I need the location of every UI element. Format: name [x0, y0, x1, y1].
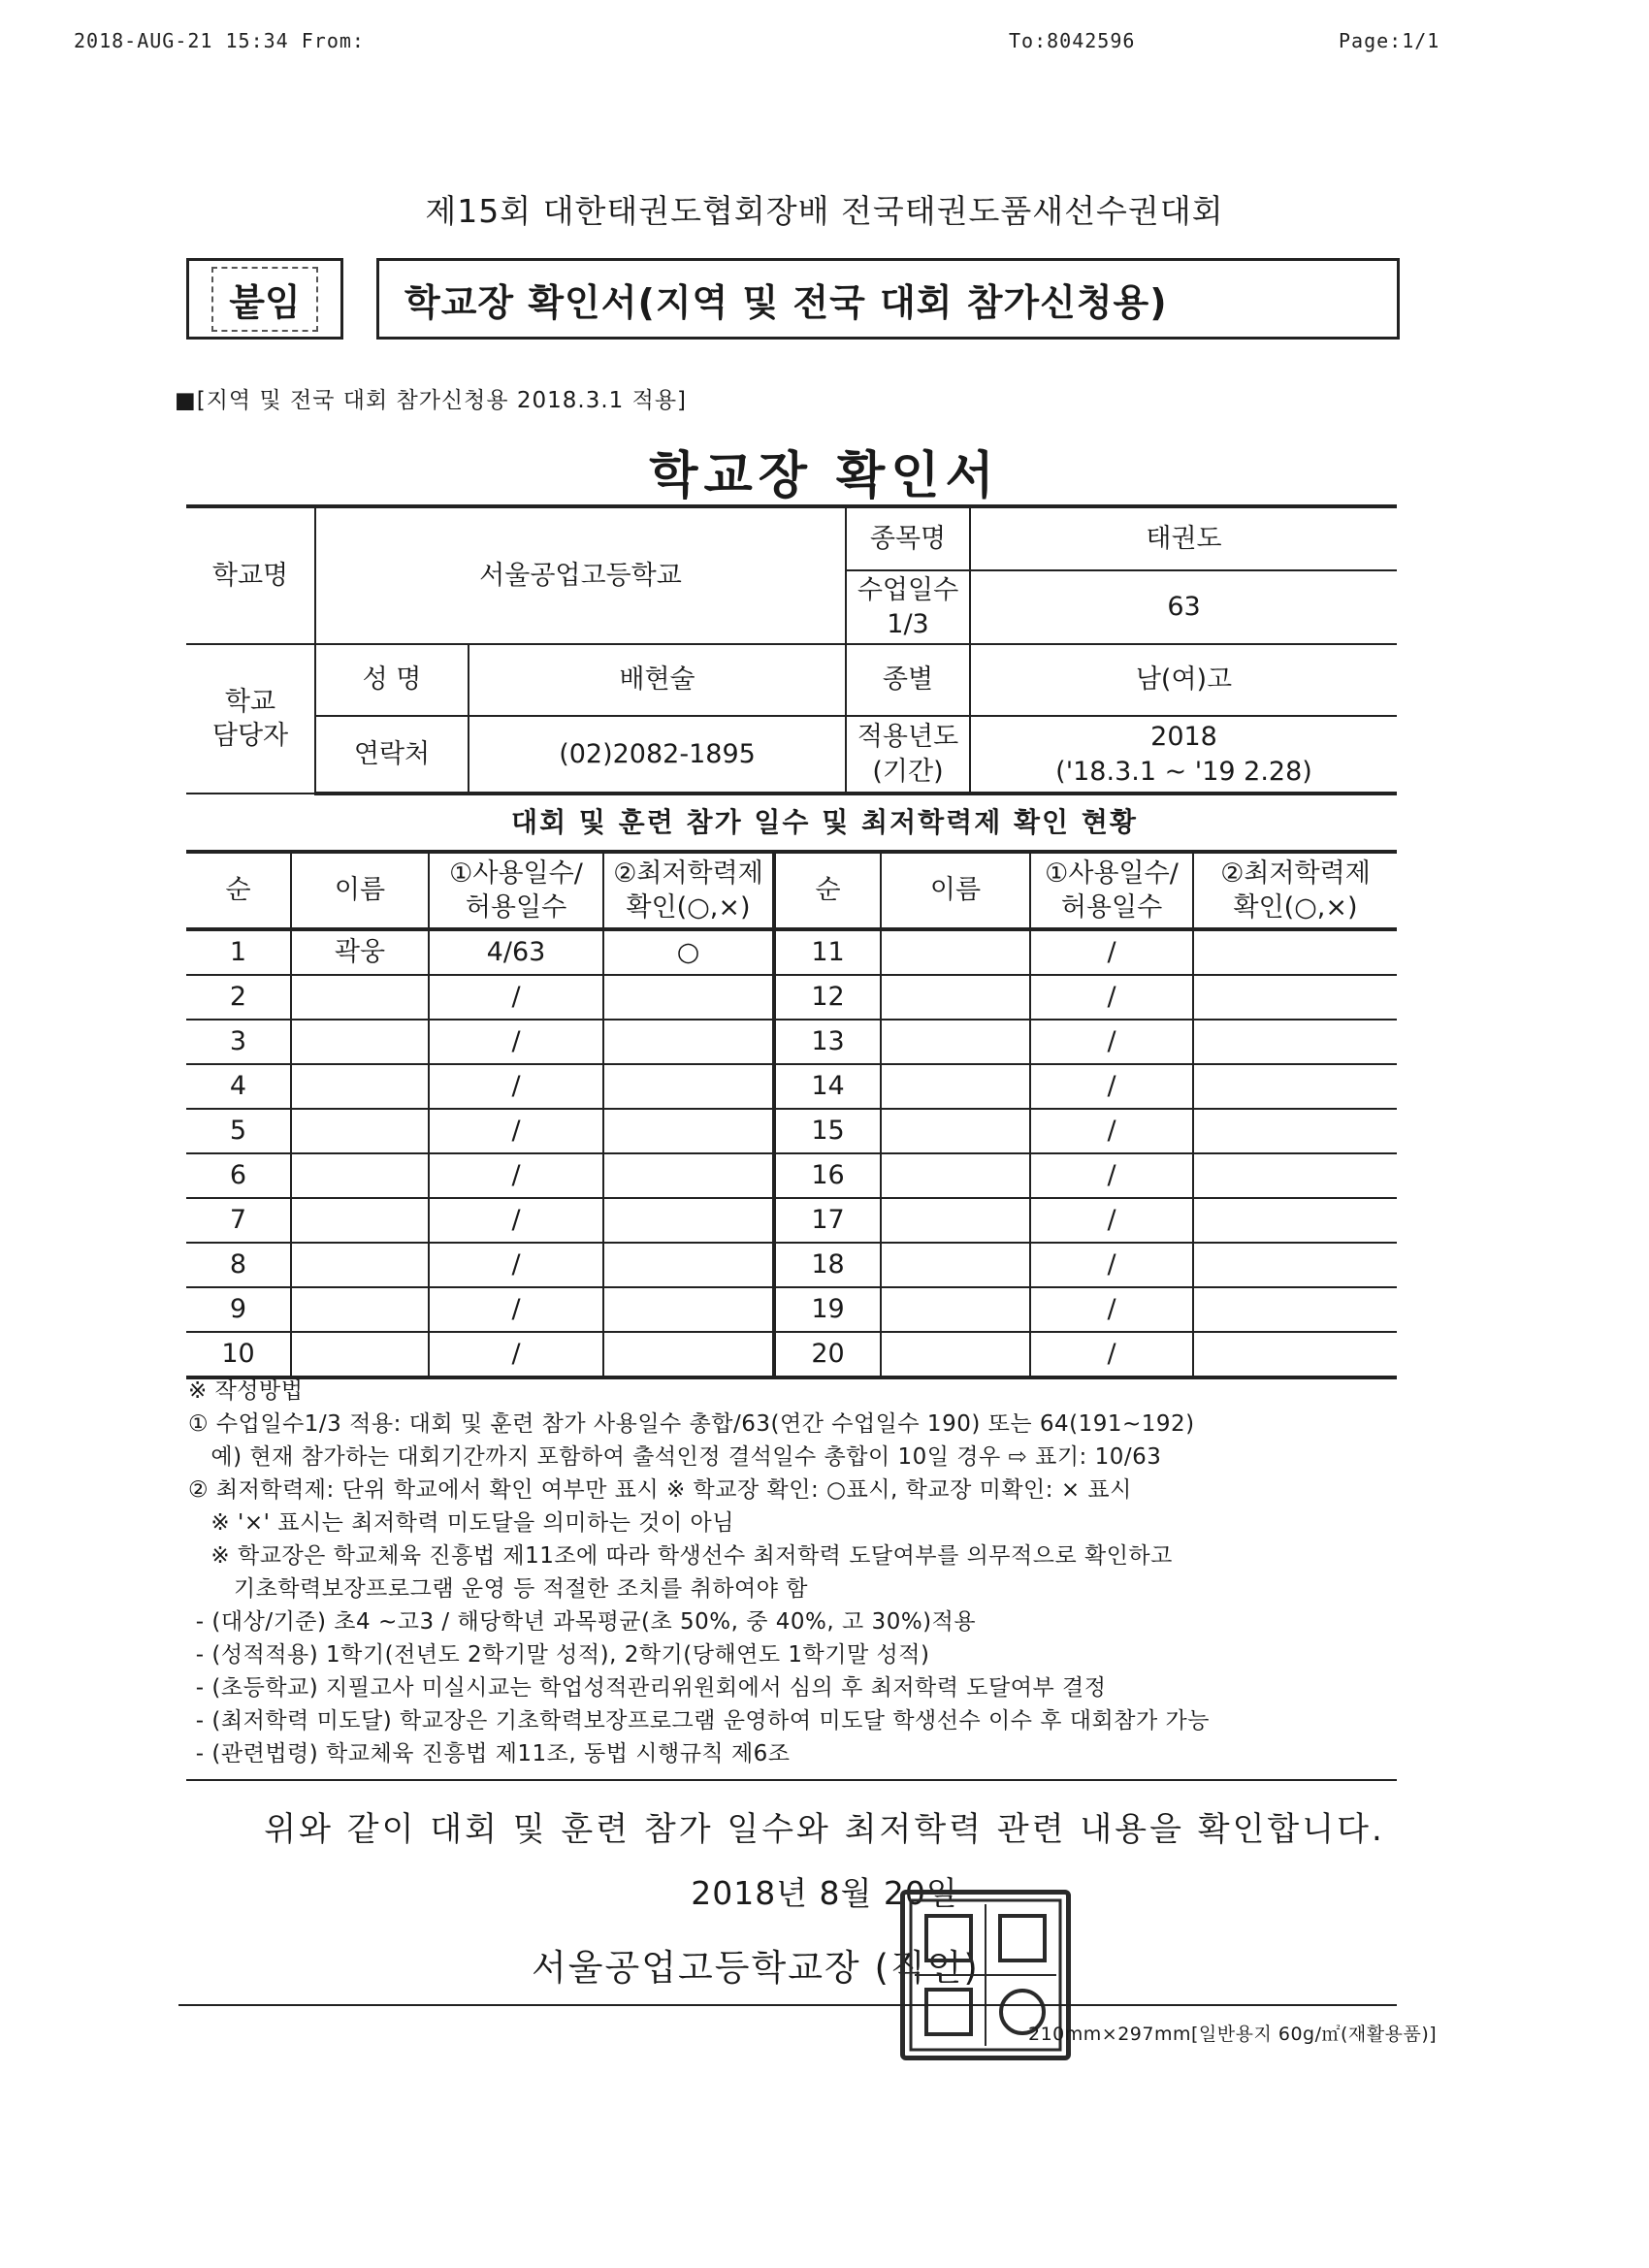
attachment-tag — [186, 258, 343, 340]
table-row — [186, 929, 1397, 975]
row-number: 5 — [186, 1109, 291, 1153]
table-row — [186, 1153, 1397, 1198]
row-athlete-name — [881, 1198, 1030, 1243]
paper-spec: 210mm×297mm[일반용지 60g/㎡(재활용품)] — [1028, 2024, 1438, 2045]
school-name-label: 학교명 — [186, 506, 315, 644]
row-academic-check — [1193, 1332, 1397, 1377]
row-days-used: / — [1030, 1064, 1193, 1109]
table-row — [186, 1287, 1397, 1332]
row-days-used: 4/63 — [429, 929, 603, 975]
row-number: 4 — [186, 1064, 291, 1109]
event-value: 태권도 — [970, 506, 1397, 570]
header-name: 이름 — [881, 852, 1030, 929]
row-academic-check — [603, 1064, 774, 1109]
school-info-table — [186, 504, 1397, 795]
applicable-year-label: 적용년도 (기간) — [846, 716, 970, 794]
school-name-value: 서울공업고등학교 — [315, 506, 846, 644]
note-line: - (대상/기준) 초4 ~고3 / 해당학년 과목평균(초 50%, 중 40%, 고 30%)적용 — [188, 1609, 977, 1635]
table-row — [186, 1109, 1397, 1153]
row-number: 18 — [774, 1243, 881, 1287]
row-athlete-name — [291, 1020, 429, 1064]
note-line: - (관련법령) 학교체육 진흥법 제11조, 동법 시행규칙 제6조 — [188, 1741, 791, 1766]
table-row — [186, 1198, 1397, 1243]
form-version-note: ■[지역 및 전국 대회 참가신청용 2018.3.1 적용] — [175, 388, 688, 413]
fax-sent-stamp: 2018-AUG-21 15:34 From: — [74, 29, 365, 52]
row-number: 11 — [774, 929, 881, 975]
row-athlete-name — [291, 1332, 429, 1377]
row-academic-check — [603, 975, 774, 1020]
row-academic-check — [603, 1287, 774, 1332]
row-number: 10 — [186, 1332, 291, 1377]
division-value: 남(여)고 — [970, 644, 1397, 716]
row-days-used: / — [1030, 1287, 1193, 1332]
principal-signature-line: 서울공업고등학교장 (직인) — [532, 1947, 980, 1989]
row-number: 1 — [186, 929, 291, 975]
note-line: 기초학력보장프로그램 운영 등 적절한 조치를 취하여야 함 — [188, 1576, 808, 1602]
note-line: ② 최저학력제: 단위 학교에서 확인 여부만 표시 ※ 학교장 확인: ○표시, 학교장 미확인: × 표시 — [188, 1477, 1132, 1503]
header-days: ①사용일수/ 허용일수 — [429, 852, 603, 929]
note-line: ※ '×' 표시는 최저학력 미도달을 의미하는 것이 아님 — [188, 1510, 734, 1536]
row-academic-check — [603, 1332, 774, 1377]
row-athlete-name — [291, 975, 429, 1020]
row-number: 7 — [186, 1198, 291, 1243]
row-number: 3 — [186, 1020, 291, 1064]
row-number: 6 — [186, 1153, 291, 1198]
row-number: 16 — [774, 1153, 881, 1198]
row-days-used: / — [429, 1198, 603, 1243]
row-athlete-name — [881, 1287, 1030, 1332]
row-number: 9 — [186, 1287, 291, 1332]
header-academic: ②최저학력제 확인(○,×) — [603, 852, 774, 929]
row-days-used: / — [429, 1153, 603, 1198]
row-academic-check — [1193, 975, 1397, 1020]
notes-divider — [186, 1779, 1397, 1781]
footer-divider — [178, 2004, 1397, 2006]
row-days-used: / — [429, 1064, 603, 1109]
row-academic-check — [603, 1198, 774, 1243]
row-number: 20 — [774, 1332, 881, 1377]
participation-table — [186, 850, 1397, 1379]
row-number: 17 — [774, 1198, 881, 1243]
row-days-used: / — [429, 975, 603, 1020]
issue-date: 2018년 8월 20일 — [691, 1874, 958, 1912]
row-athlete-name — [291, 1064, 429, 1109]
contact-label: 연락처 — [315, 716, 469, 794]
row-days-used: / — [1030, 1020, 1193, 1064]
confirmation-statement: 위와 같이 대회 및 훈련 참가 일수와 최저학력 관련 내용을 확인합니다. — [264, 1810, 1385, 1849]
header-no: 순 — [186, 852, 291, 929]
document-title: 학교장 확인서 — [649, 447, 1000, 505]
row-academic-check — [1193, 1153, 1397, 1198]
row-athlete-name — [881, 975, 1030, 1020]
manager-label: 학교 담당자 — [186, 644, 315, 794]
row-athlete-name — [881, 929, 1030, 975]
note-line: 예) 현재 참가하는 대회기간까지 포함하여 출석인정 결석일수 총합이 10일 경우 ⇨ 표기: 10/63 — [188, 1444, 1162, 1470]
row-number: 12 — [774, 975, 881, 1020]
manager-name-value: 배현술 — [469, 644, 846, 716]
row-days-used: / — [1030, 1332, 1193, 1377]
row-days-used: / — [429, 1332, 603, 1377]
row-academic-check: ○ — [603, 929, 774, 975]
row-academic-check — [1193, 1198, 1397, 1243]
row-athlete-name — [881, 1064, 1030, 1109]
participation-section-title: 대회 및 훈련 참가 일수 및 최저학력제 확인 현황 — [511, 806, 1138, 838]
row-academic-check — [1193, 1243, 1397, 1287]
header-academic: ②최저학력제 확인(○,×) — [1193, 852, 1397, 929]
row-number: 13 — [774, 1020, 881, 1064]
table-row — [186, 1064, 1397, 1109]
row-athlete-name — [291, 1109, 429, 1153]
row-athlete-name — [881, 1153, 1030, 1198]
row-academic-check — [1193, 1020, 1397, 1064]
row-number: 8 — [186, 1243, 291, 1287]
row-athlete-name — [881, 1243, 1030, 1287]
row-athlete-name — [291, 1243, 429, 1287]
row-number: 2 — [186, 975, 291, 1020]
row-days-used: / — [429, 1020, 603, 1064]
row-academic-check — [1193, 1287, 1397, 1332]
table-row — [186, 1020, 1397, 1064]
row-athlete-name — [291, 1153, 429, 1198]
form-banner-title: 학교장 확인서(지역 및 전국 대회 참가신청용) — [376, 258, 1400, 340]
row-number: 14 — [774, 1064, 881, 1109]
row-athlete-name: 곽웅 — [291, 929, 429, 975]
contest-title: 제15회 대한태권도협회장배 전국태권도품새선수권대회 — [425, 192, 1224, 230]
fax-recipient: To:8042596 — [1009, 29, 1136, 52]
row-number: 15 — [774, 1109, 881, 1153]
row-academic-check — [1193, 929, 1397, 975]
note-line: - (초등학교) 지필고사 미실시교는 학업성적관리위원회에서 심의 후 최저학력 도달여부 결정 — [188, 1675, 1107, 1701]
row-academic-check — [603, 1020, 774, 1064]
row-days-used: / — [1030, 929, 1193, 975]
row-academic-check — [1193, 1109, 1397, 1153]
header-no: 순 — [774, 852, 881, 929]
table-row — [186, 975, 1397, 1020]
note-line: - (최저학력 미도달) 학교장은 기초학력보장프로그램 운영하여 미도달 학생선수 이수 후 대회참가 가능 — [188, 1708, 1210, 1733]
row-days-used: / — [429, 1287, 603, 1332]
manager-name-label: 성 명 — [315, 644, 469, 716]
applicable-year-value: 2018 ('18.3.1 ~ '19 2.28) — [970, 716, 1397, 794]
row-athlete-name — [881, 1332, 1030, 1377]
row-days-used: / — [429, 1243, 603, 1287]
row-number: 19 — [774, 1287, 881, 1332]
note-line: ※ 작성방법 — [188, 1378, 304, 1404]
school-days-label: 수업일수 1/3 — [846, 570, 970, 644]
note-line: ※ 학교장은 학교체육 진흥법 제11조에 따라 학생선수 최저학력 도달여부를 의무적으로 확인하고 — [188, 1543, 1173, 1569]
row-athlete-name — [881, 1109, 1030, 1153]
instructions-notes — [188, 1375, 1410, 1770]
row-days-used: / — [429, 1109, 603, 1153]
row-days-used: / — [1030, 1198, 1193, 1243]
row-days-used: / — [1030, 975, 1193, 1020]
school-days-value: 63 — [970, 570, 1397, 644]
row-academic-check — [603, 1109, 774, 1153]
row-academic-check — [603, 1153, 774, 1198]
contact-value: (02)2082-1895 — [469, 716, 846, 794]
fax-page-count: Page:1/1 — [1339, 29, 1440, 52]
event-label: 종목명 — [846, 506, 970, 570]
row-days-used: / — [1030, 1109, 1193, 1153]
row-athlete-name — [291, 1198, 429, 1243]
row-days-used: / — [1030, 1153, 1193, 1198]
table-row — [186, 1332, 1397, 1377]
header-name: 이름 — [291, 852, 429, 929]
row-athlete-name — [881, 1020, 1030, 1064]
note-line: ① 수업일수1/3 적용: 대회 및 훈련 참가 사용일수 총합/63(연간 수업일수 190) 또는 64(191~192) — [188, 1411, 1195, 1437]
note-line: - (성적적용) 1학기(전년도 2학기말 성적), 2학기(당해연도 1학기말 성적) — [188, 1642, 930, 1668]
header-days: ①사용일수/ 허용일수 — [1030, 852, 1193, 929]
row-athlete-name — [291, 1287, 429, 1332]
attachment-tag-label: 붙임 — [211, 267, 317, 332]
row-academic-check — [1193, 1064, 1397, 1109]
row-days-used: / — [1030, 1243, 1193, 1287]
row-academic-check — [603, 1243, 774, 1287]
table-row — [186, 1243, 1397, 1287]
division-label: 종별 — [846, 644, 970, 716]
